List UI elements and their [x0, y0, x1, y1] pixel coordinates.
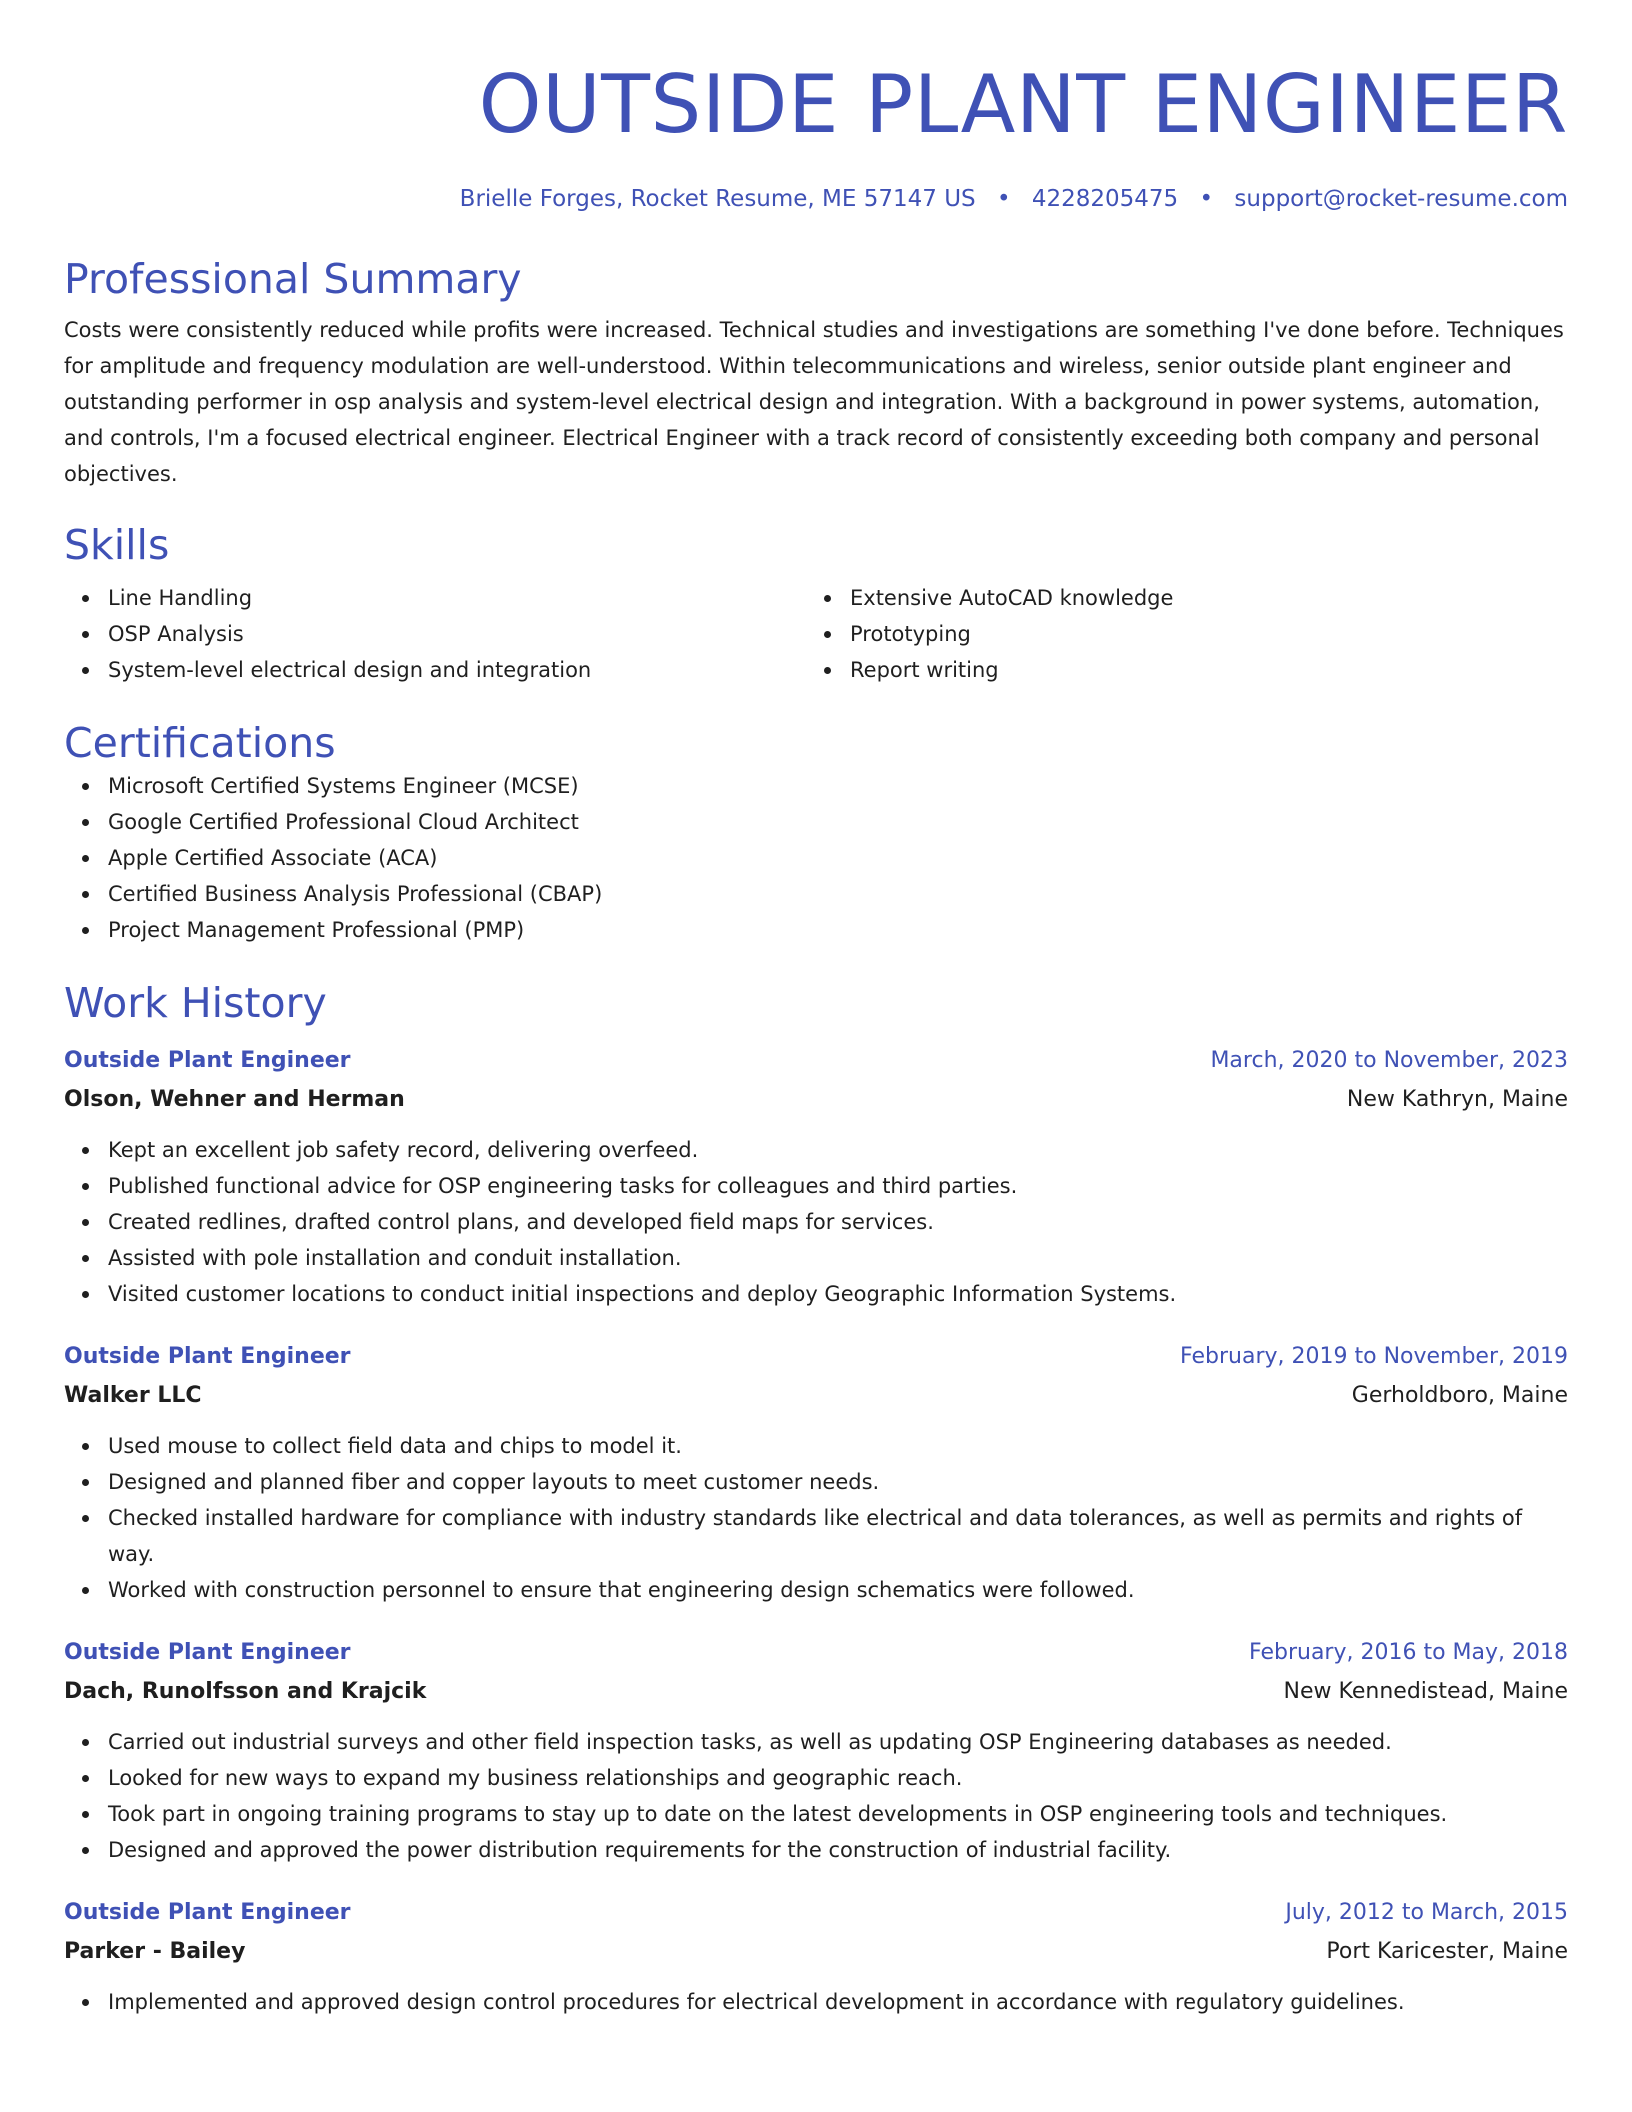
- job-bullets: [64, 1984, 1568, 2020]
- certification-item: Apple Certified Associate (ACA): [64, 840, 1568, 876]
- certifications-heading: Certifications: [64, 719, 336, 767]
- skill-item: Report writing: [806, 652, 1548, 688]
- job-bullets: [64, 1724, 1568, 1868]
- contact-line: [64, 184, 1568, 214]
- job-location: Gerholdboro, Maine: [1351, 1383, 1568, 1408]
- certification-item: Certified Business Analysis Professional (CBAP): [64, 876, 1568, 912]
- job-role: Outside Plant Engineer: [64, 1640, 351, 1665]
- contact-phone: 4228205475: [1031, 186, 1179, 212]
- job-company-row: [64, 1080, 1568, 1120]
- skill-item: System-level electrical design and integration: [64, 652, 806, 688]
- job-role: Outside Plant Engineer: [64, 1344, 351, 1369]
- contact-address: Brielle Forges, Rocket Resume, ME 57147 US: [459, 186, 976, 212]
- contact-separator: •: [1199, 186, 1214, 212]
- job-bullet: Used mouse to collect field data and chips to model it.: [64, 1428, 1568, 1464]
- skill-item: Line Handling: [64, 580, 806, 616]
- skills-heading: Skills: [64, 521, 170, 569]
- contact-email[interactable]: support@rocket-resume.com: [1234, 186, 1568, 212]
- job-bullet: Checked installed hardware for compliance with industry standards like electrical and data tolerances, as well as permits and rights of way.: [64, 1500, 1568, 1572]
- resume-title: OUTSIDE PLANT ENGINEER: [478, 58, 1568, 151]
- skills-list: [64, 580, 1568, 688]
- certification-item: Project Management Professional (PMP): [64, 912, 1568, 948]
- job-bullet: Designed and approved the power distribution requirements for the construction of industrial facility.: [64, 1832, 1568, 1868]
- job-entry: [64, 1634, 1568, 1868]
- job-bullets: [64, 1428, 1568, 1608]
- job-entry: [64, 1894, 1568, 2020]
- job-company: Dach, Runolfsson and Krajcik: [64, 1679, 427, 1704]
- job-dates: February, 2016 to May, 2018: [1249, 1640, 1568, 1665]
- skills-column-right: [806, 580, 1548, 688]
- job-bullet: Worked with construction personnel to ensure that engineering design schematics were followed.: [64, 1572, 1568, 1608]
- job-bullet: Assisted with pole installation and conduit installation.: [64, 1240, 1568, 1276]
- contact-separator: •: [996, 186, 1011, 212]
- certification-item: Microsoft Certified Systems Engineer (MCSE): [64, 768, 1568, 804]
- job-bullet: Took part in ongoing training programs to stay up to date on the latest developments in OSP engineering tools and techniques.: [64, 1796, 1568, 1832]
- job-company: Olson, Wehner and Herman: [64, 1087, 405, 1112]
- resume-page: [64, 0, 1568, 2020]
- job-header-row: [64, 1338, 1568, 1376]
- certifications-list: [64, 768, 1568, 948]
- job-company-row: [64, 1672, 1568, 1712]
- summary-heading: Professional Summary: [64, 255, 522, 303]
- job-company: Parker - Bailey: [64, 1939, 246, 1964]
- job-entry: [64, 1042, 1568, 1312]
- skill-item: Extensive AutoCAD knowledge: [806, 580, 1548, 616]
- job-bullet: Looked for new ways to expand my business relationships and geographic reach.: [64, 1760, 1568, 1796]
- job-company: Walker LLC: [64, 1383, 202, 1408]
- job-bullet: Designed and planned fiber and copper layouts to meet customer needs.: [64, 1464, 1568, 1500]
- job-company-row: [64, 1376, 1568, 1416]
- summary-text: Costs were consistently reduced while profits were increased. Technical studies and investigations are something I've done before. Techniques for amplitude and frequency modulation are well-understood. Within telecommunications and wireless, senior outside plant engineer and outstanding performer in osp analysis and system-level electrical design and integration. With a background in power systems, automation, and controls, I'm a focused electrical engineer. Electrical Engineer with a track record of consistently exceeding both company and personal objectives.: [64, 318, 1564, 486]
- job-company-row: [64, 1932, 1568, 1972]
- certification-item: Google Certified Professional Cloud Architect: [64, 804, 1568, 840]
- job-bullet: Created redlines, drafted control plans, and developed field maps for services.: [64, 1204, 1568, 1240]
- job-header-row: [64, 1042, 1568, 1080]
- job-dates: July, 2012 to March, 2015: [1285, 1900, 1568, 1925]
- job-entry: [64, 1338, 1568, 1608]
- skill-item: Prototyping: [806, 616, 1548, 652]
- job-location: New Kennedistead, Maine: [1283, 1679, 1568, 1704]
- job-bullet: Carried out industrial surveys and other field inspection tasks, as well as updating OSP Engineering databases as needed.: [64, 1724, 1568, 1760]
- job-bullet: Published functional advice for OSP engineering tasks for colleagues and third parties.: [64, 1168, 1568, 1204]
- job-header-row: [64, 1894, 1568, 1932]
- job-role: Outside Plant Engineer: [64, 1900, 351, 1925]
- job-bullet: Kept an excellent job safety record, delivering overfeed.: [64, 1132, 1568, 1168]
- skill-item: OSP Analysis: [64, 616, 806, 652]
- job-dates: February, 2019 to November, 2019: [1180, 1344, 1568, 1369]
- job-location: Port Karicester, Maine: [1326, 1939, 1568, 1964]
- job-bullet: Visited customer locations to conduct initial inspections and deploy Geographic Information Systems.: [64, 1276, 1568, 1312]
- job-header-row: [64, 1634, 1568, 1672]
- job-location: New Kathryn, Maine: [1346, 1087, 1568, 1112]
- skills-column-left: [64, 580, 806, 688]
- job-bullets: [64, 1132, 1568, 1312]
- job-dates: March, 2020 to November, 2023: [1210, 1048, 1568, 1073]
- job-role: Outside Plant Engineer: [64, 1048, 351, 1073]
- job-bullet: Implemented and approved design control procedures for electrical development in accordance with regulatory guidelines.: [64, 1984, 1568, 2020]
- work-history-heading: Work History: [64, 979, 327, 1027]
